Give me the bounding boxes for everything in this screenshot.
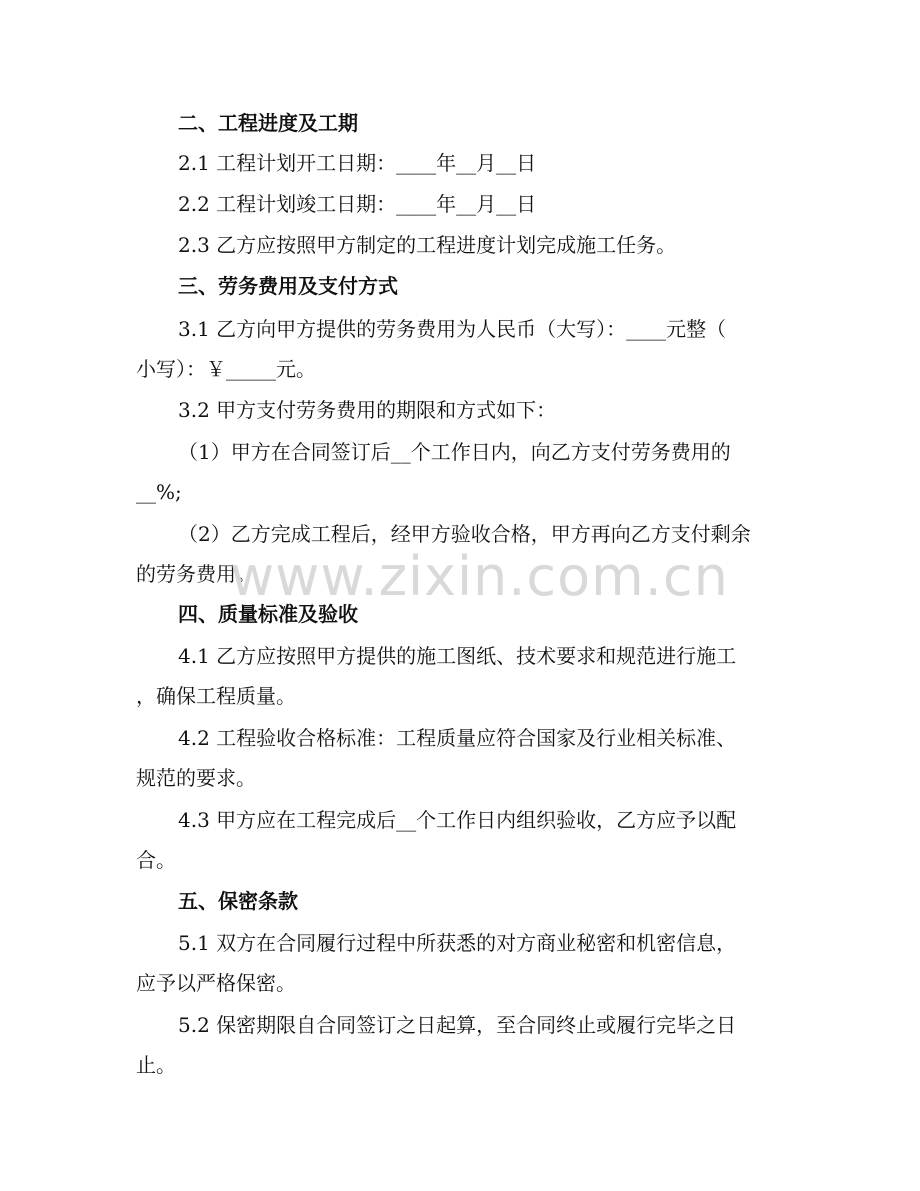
item-2-line-1: （2）乙方完成工程后，经甲方验收合格，甲方再向乙方支付剩余: [178, 522, 751, 546]
clause-5-2-line-1: 5.2 保密期限自合同签订之日起算，至合同终止或履行完毕之日: [178, 1013, 737, 1037]
clause-5-1-line-2: 应予以严格保密。: [136, 971, 296, 995]
section-heading-5: 五、保密条款: [178, 889, 298, 913]
clause-3-1-line-1: 3.1 乙方向甲方提供的劳务费用为人民币（大写）：____元整（: [178, 317, 727, 341]
section-heading-2: 二、工程进度及工期: [178, 111, 358, 135]
clause-4-2-line-1: 4.2 工程验收合格标准：工程质量应符合国家及行业相关标准、: [178, 726, 737, 750]
section-heading-3: 三、劳务费用及支付方式: [178, 274, 398, 298]
item-2-line-2: 的劳务费用。: [136, 562, 256, 586]
clause-4-3-line-2: 合。: [136, 848, 176, 872]
watermark: www.zixin.com.cn: [230, 545, 729, 608]
clause-3-1-line-2: 小写）：￥_____元。: [136, 357, 316, 381]
clause-3-2: 3.2 甲方支付劳务费用的期限和方式如下：: [178, 398, 557, 422]
clause-2-3: 2.3 乙方应按照甲方制定的工程进度计划完成施工任务。: [178, 233, 677, 257]
item-1-line-2: __%;: [136, 480, 182, 504]
section-heading-4: 四、质量标准及验收: [178, 602, 358, 626]
clause-2-2: 2.2 工程计划竣工日期：____年__月__日: [178, 192, 537, 216]
clause-5-1-line-1: 5.1 双方在合同履行过程中所获悉的对方商业秘密和机密信息，: [178, 931, 737, 955]
clause-4-1-line-2: ，确保工程质量。: [136, 684, 296, 708]
clause-4-3-line-1: 4.3 甲方应在工程完成后__个工作日内组织验收，乙方应予以配: [178, 808, 737, 832]
clause-4-1-line-1: 4.1 乙方应按照甲方提供的施工图纸、技术要求和规范进行施工: [178, 644, 737, 668]
clause-4-2-line-2: 规范的要求。: [136, 766, 256, 790]
clause-2-1: 2.1 工程计划开工日期：____年__月__日: [178, 151, 537, 175]
item-1-line-1: （1）甲方在合同签订后__个工作日内，向乙方支付劳务费用的: [178, 440, 731, 464]
clause-5-2-line-2: 止。: [136, 1053, 176, 1077]
